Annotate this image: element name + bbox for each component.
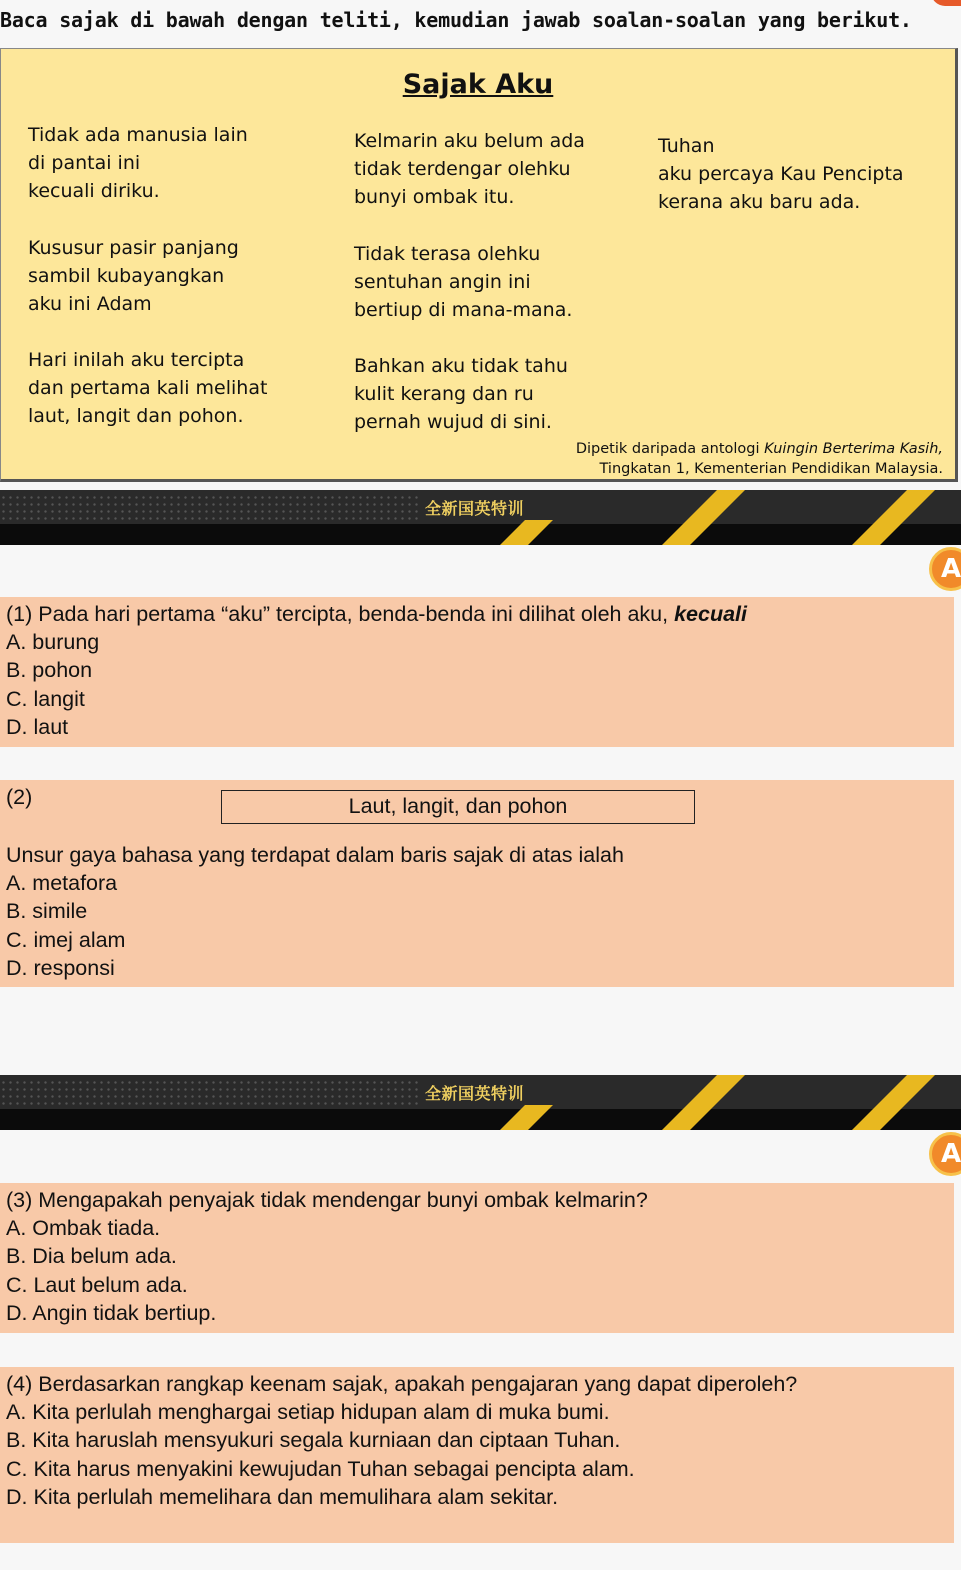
question-2-number: (2) [6, 785, 33, 809]
instruction-text: Baca sajak di bawah dengan teliti, kemudian jawab soalan-soalan yang berikut. [0, 8, 912, 32]
question-2-option-d[interactable]: D. responsi [6, 955, 115, 980]
question-4-option-a[interactable]: A. Kita perlulah menghargai setiap hidupan alam di muka bumi. [6, 1400, 610, 1425]
question-4 [0, 1367, 954, 1543]
source-line-2: Tingkatan 1, Kementerian Pendidikan Malaysia. [599, 461, 943, 477]
stanza-1: Tidak ada manusia lain di pantai ini kecuali diriku. [28, 124, 248, 202]
question-4-stem: (4) Berdasarkan rangkap keenam sajak, apakah pengajaran yang dapat diperoleh? [6, 1372, 798, 1396]
question-1-option-b[interactable]: B. pohon [6, 658, 93, 683]
question-1-option-c[interactable]: C. langit [6, 686, 85, 711]
question-4-option-c[interactable]: C. Kita harus menyakini kewujudan Tuhan sebagai pencipta alam. [6, 1456, 635, 1481]
question-1-option-a[interactable]: A. burung [6, 630, 100, 655]
question-1-option-d[interactable]: D. laut [6, 714, 69, 739]
question-3-option-c[interactable]: C. Laut belum ada. [6, 1272, 188, 1297]
banner-text: 全新国英特训 [425, 499, 525, 518]
question-3-option-d[interactable]: D. Angin tidak bertiup. [6, 1300, 217, 1325]
stanza-7: Tuhan aku percaya Kau Pencipta kerana aku baru ada. [658, 135, 904, 213]
source-title: Kuingin Berterima Kasih, [764, 441, 943, 457]
poem-title: Sajak Aku [402, 69, 554, 100]
poem-source [576, 439, 943, 479]
question-3-stem: (3) Mengapakah penyajak tidak mendengar bunyi ombak kelmarin? [6, 1188, 648, 1212]
source-prefix: Dipetik daripada antologi [575, 441, 765, 457]
question-2-stem: Unsur gaya bahasa yang terdapat dalam baris sajak di atas ialah [6, 843, 624, 867]
question-2-option-c[interactable]: C. imej alam [6, 927, 126, 952]
question-2-phrase-box: Laut, langit, dan pohon [221, 790, 695, 824]
banner-dot-pattern [0, 494, 420, 520]
stanza-3: Hari inilah aku tercipta dan pertama kali melihat laut, langit dan pohon. [28, 349, 268, 427]
question-1-emphasis: kecuali [674, 602, 748, 626]
question-2 [0, 780, 954, 987]
question-2-option-a[interactable]: A. metafora [6, 871, 118, 896]
question-2-option-b[interactable]: B. simile [6, 899, 88, 924]
question-3-option-b[interactable]: B. Dia belum ada. [6, 1244, 177, 1269]
question-4-option-b[interactable]: B. Kita haruslah mensyukuri segala kurniaan dan ciptaan Tuhan. [6, 1428, 621, 1453]
question-1-stem: (1) Pada hari pertama “aku” tercipta, benda-benda ini dilihat oleh aku, kecuali [6, 602, 748, 626]
banner-dot-pattern [0, 1079, 420, 1105]
question-3 [0, 1183, 954, 1333]
banner-text: 全新国英特训 [425, 1084, 525, 1103]
stanza-5: Tidak terasa olehku sentuhan angin ini bertiup di mana-mana. [354, 243, 573, 321]
corner-decoration [931, 0, 961, 6]
question-1 [0, 597, 954, 747]
promo-banner-1 [0, 490, 961, 545]
stanza-2: Kususur pasir panjang sambil kubayangkan aku ini Adam [28, 237, 239, 315]
promo-banner-2 [0, 1075, 961, 1130]
stanza-4: Kelmarin aku belum ada tidak terdengar olehku bunyi ombak itu. [354, 130, 585, 208]
badge-a-icon: A [929, 547, 961, 591]
question-4-option-d[interactable]: D. Kita perlulah memelihara dan memulihara alam sekitar. [6, 1484, 559, 1509]
stanza-6: Bahkan aku tidak tahu kulit kerang dan ru pernah wujud di sini. [354, 355, 568, 433]
poem-box [0, 48, 958, 482]
question-3-option-a[interactable]: A. Ombak tiada. [6, 1216, 161, 1241]
badge-a-icon: A [929, 1132, 961, 1176]
